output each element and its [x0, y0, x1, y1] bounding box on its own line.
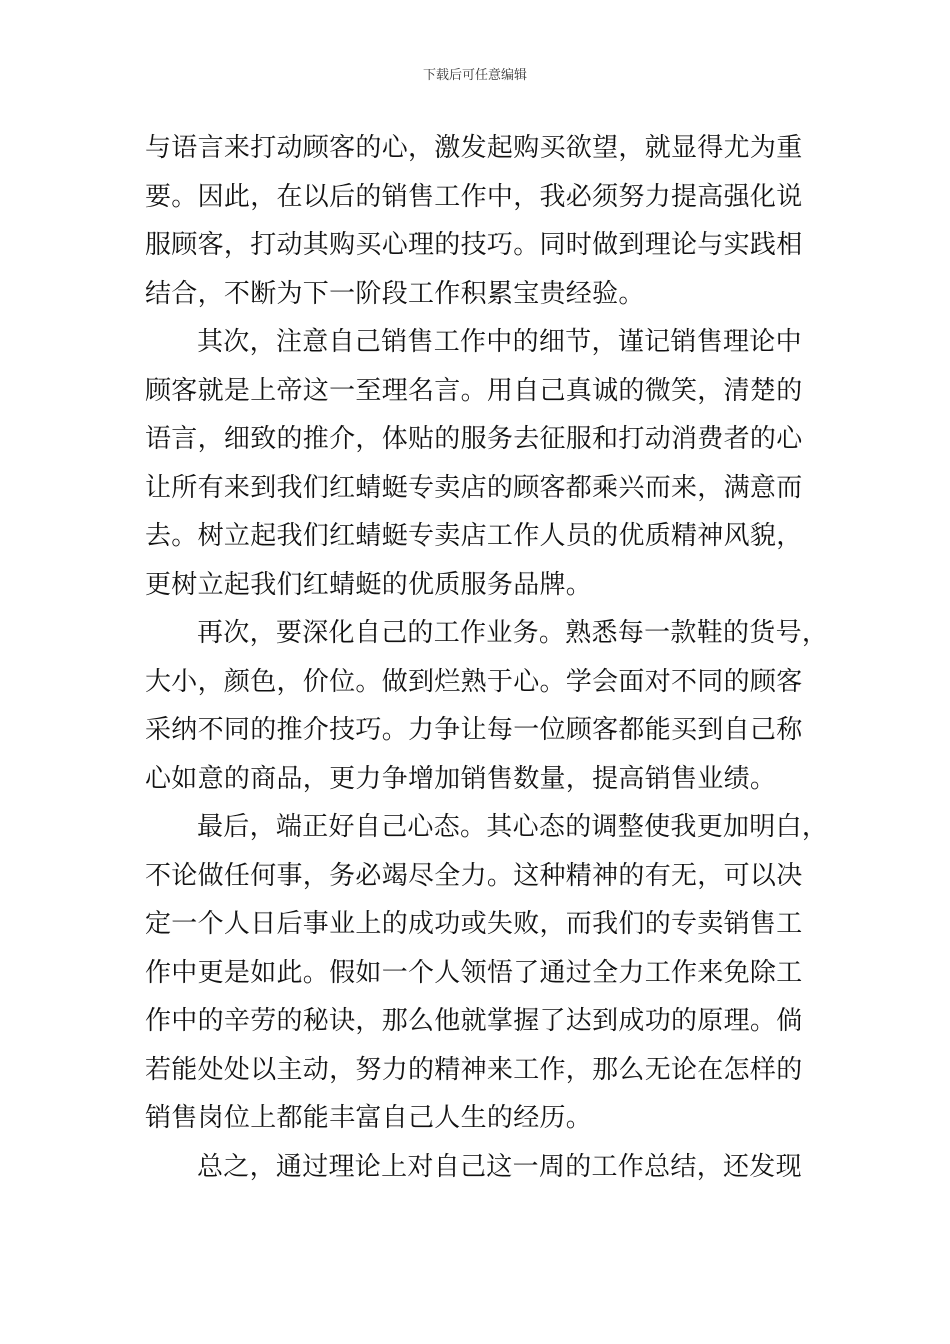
- text-line: 服顾客，打动其购买心理的技巧。同时做到理论与实践相: [145, 230, 803, 260]
- text-line: 大小，颜色，价位。做到烂熟于心。学会面对不同的顾客: [145, 666, 803, 697]
- text-line: 语言，细致的推介，体贴的服务去征服和打动消费者的心: [145, 424, 803, 454]
- text-line: 销售岗位上都能丰富自己人生的经历。: [145, 1103, 593, 1133]
- text-line: 最后，端正好自己心态。其心态的调整使我更加明白，: [197, 812, 829, 842]
- text-line: 不论做任何事，务必竭尽全力。这种精神的有无，可以决: [145, 860, 803, 891]
- text-line: 总之，通过理论上对自己这一周的工作总结，还发现: [197, 1151, 802, 1182]
- text-line: 让所有来到我们红蜻蜓专卖店的顾客都乘兴而来，满意而: [145, 472, 803, 503]
- text-line: 其次，注意自己销售工作中的细节，谨记销售理论中: [197, 327, 802, 357]
- text-line: 与语言来打动顾客的心，激发起购买欲望，就显得尤为重: [145, 133, 803, 163]
- text-line: 结合，不断为下一阶段工作积累宝贵经验。: [145, 278, 645, 309]
- page-header: 下载后可任意编辑: [422, 68, 527, 83]
- text-line: 采纳不同的推介技巧。力争让每一位顾客都能买到自己称: [145, 715, 803, 745]
- text-line: 再次，要深化自己的工作业务。熟悉每一款鞋的货号，: [197, 618, 829, 648]
- text-line: 作中的辛劳的秘诀，那么他就掌握了达到成功的原理。倘: [145, 1006, 803, 1036]
- text-line: 心如意的商品，更力争增加销售数量，提高销售业绩。: [145, 763, 777, 794]
- text-line: 顾客就是上帝这一至理名言。用自己真诚的微笑，清楚的: [145, 375, 803, 406]
- document-body: [145, 124, 829, 1191]
- text-line: 去。树立起我们红蜻蜓专卖店工作人员的优质精神风貌，: [145, 521, 803, 551]
- text-line: 更树立起我们红蜻蜓的优质服务品牌。: [145, 569, 593, 600]
- text-line: 要。因此，在以后的销售工作中，我必须努力提高强化说: [145, 181, 803, 212]
- text-line: 作中更是如此。假如一个人领悟了通过全力工作来免除工: [145, 957, 803, 988]
- text-line: 定一个人日后事业上的成功或失败，而我们的专卖销售工: [145, 909, 803, 939]
- text-line: 若能处处以主动，努力的精神来工作，那么无论在怎样的: [145, 1054, 803, 1085]
